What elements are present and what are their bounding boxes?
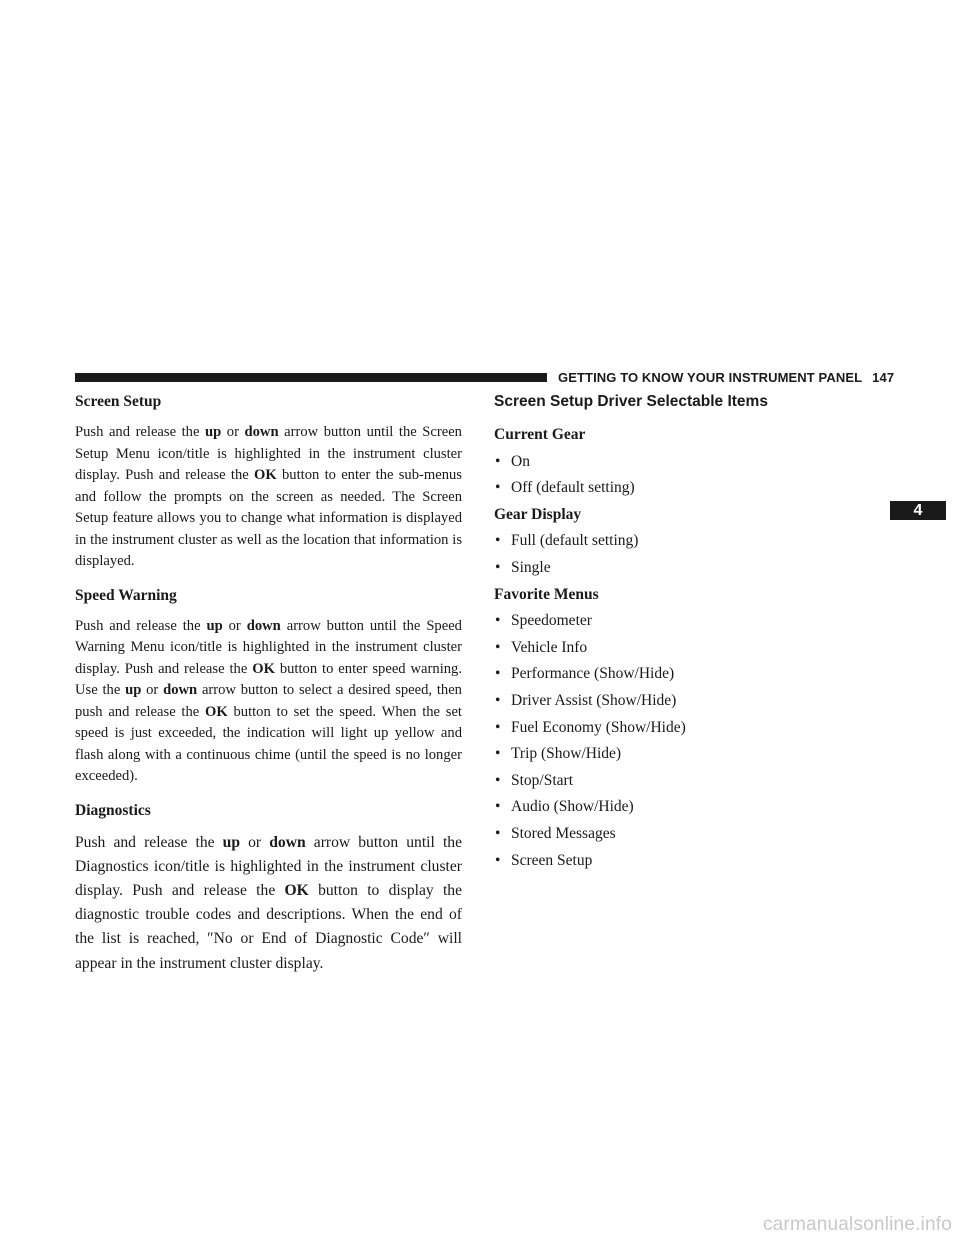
list-item: • Vehicle Info	[495, 638, 588, 656]
speed-warning-paragraph: Push and release the up or down arrow button until the Speed Warning Menu icon/title is highlighted in the instrument cluster display. Push and release the OK button to enter speed warning. Use the up or down arrow button to select a desired speed, then push and release the OK button to set the speed. When the set speed is just exceeded, the indication will light up yellow and flash along with a continuous chime (until the speed is no longer exceeded).	[75, 617, 462, 784]
running-header	[558, 370, 895, 386]
diagnostics-heading: Diagnostics	[75, 801, 151, 819]
watermark: carmanualsonline.info	[762, 1214, 952, 1235]
screen-setup-heading: Screen Setup	[75, 393, 162, 410]
screen-setup-paragraph: Push and release the up or down arrow button until the Screen Setup Menu icon/title is highlighted in the instrument cluster display. Push and release the OK button to enter the sub-menus and follow the prompts on the screen as needed. The Screen Setup feature allows you to change what information is displayed in the instrument cluster as well as the location that information is displayed.	[75, 424, 462, 569]
favorite-menus-heading: Favorite Menus	[494, 585, 599, 603]
list-item: • Driver Assist (Show/Hide)	[495, 691, 677, 709]
list-item: • Full (default setting)	[495, 532, 639, 550]
page-number: 147	[872, 370, 895, 385]
list-item: • Screen Setup	[495, 851, 593, 869]
list-item: • Audio (Show/Hide)	[495, 798, 634, 816]
current-gear-heading: Current Gear	[494, 426, 586, 443]
list-item: • Single	[495, 558, 551, 576]
gear-display-list	[494, 528, 894, 581]
current-gear-list	[494, 449, 894, 502]
speed-warning-heading: Speed Warning	[75, 586, 177, 604]
chapter-title: GETTING TO KNOW YOUR INSTRUMENT PANEL	[558, 370, 863, 385]
header-rule	[75, 373, 547, 382]
list-item: • Performance (Show/Hide)	[495, 665, 675, 683]
gear-display-heading: Gear Display	[494, 505, 582, 523]
list-item: • Stop/Start	[495, 771, 574, 789]
section-title: Screen Setup Driver Selectable Items	[494, 393, 768, 410]
list-item: • Off (default setting)	[495, 479, 635, 497]
list-item: • Fuel Economy (Show/Hide)	[495, 718, 686, 736]
list-item: • On	[495, 452, 530, 470]
diagnostics-paragraph: Push and release the up or down arrow button until the Diagnostics icon/title is highlighted in the instrument cluster display. Push and release the OK button to display the diagnostic trouble codes and descriptions. When the end of the list is reached, ″No or End of Diagnostic Code″ will appear in the instrument cluster display.	[75, 833, 463, 972]
list-item: • Stored Messages	[495, 824, 616, 842]
list-item: • Trip (Show/Hide)	[495, 745, 622, 763]
chapter-tab[interactable]: 4	[890, 501, 946, 520]
left-column	[75, 391, 462, 988]
favorite-menus-list	[494, 608, 894, 874]
right-column	[494, 392, 894, 874]
list-item: • Speedometer	[495, 612, 592, 630]
